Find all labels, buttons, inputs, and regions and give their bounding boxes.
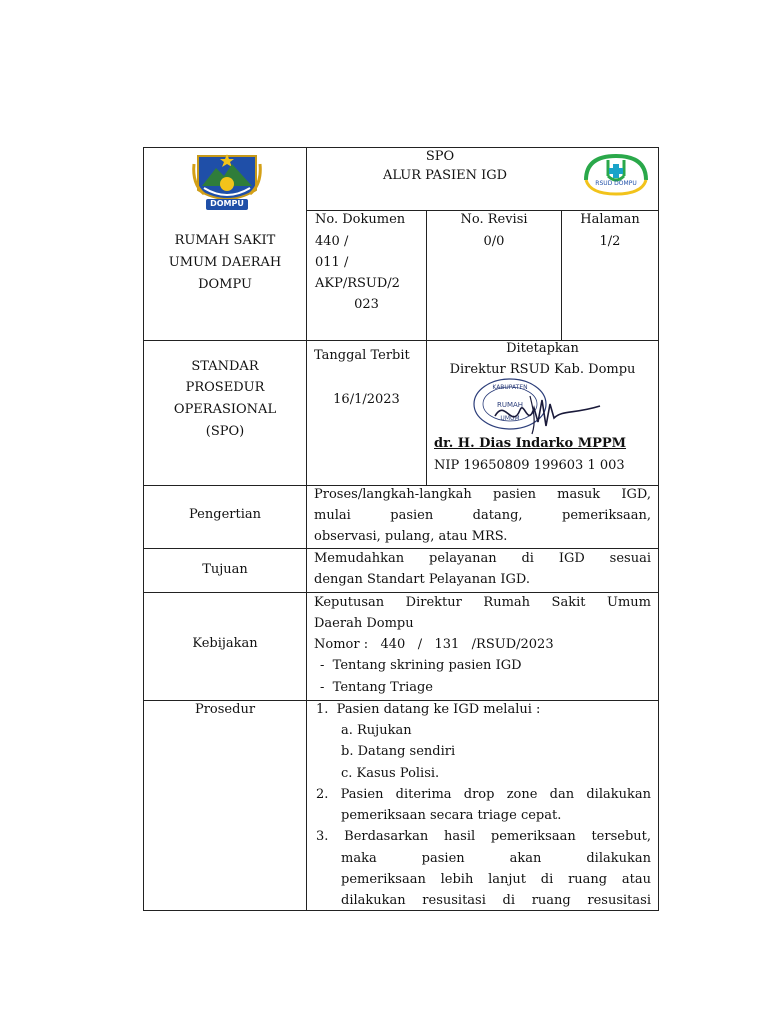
signature	[490, 388, 610, 438]
kebijakan-item: - Tentang Triage	[320, 680, 433, 695]
table-line	[306, 147, 307, 911]
hospital-name-line: DOMPU	[198, 277, 252, 292]
no-dokumen-value: 440 /	[315, 234, 349, 249]
pengertian-label: Pengertian	[189, 507, 261, 522]
halaman-value: 1/2	[599, 234, 621, 249]
no-dokumen-value: AKP/RSUD/2	[315, 276, 400, 291]
prosedur-substep: a. Rujukan	[341, 723, 412, 738]
spo-title-line: (SPO)	[205, 424, 245, 439]
tanggal-terbit-label: Tanggal Terbit	[314, 348, 410, 363]
tujuan-text: dengan Standart Pelayanan IGD.	[314, 572, 530, 587]
document-title: ALUR PASIEN IGD	[382, 168, 508, 183]
hospital-name-line: RUMAH SAKIT	[174, 233, 276, 248]
spo-header: SPO	[425, 149, 455, 164]
spo-title-line: STANDAR	[191, 359, 259, 374]
tujuan-label: Tujuan	[202, 562, 248, 577]
no-revisi-value: 0/0	[483, 234, 505, 249]
prosedur-substep: b. Datang sendiri	[341, 744, 456, 759]
no-dokumen-label: No. Dokumen	[315, 212, 406, 227]
kebijakan-text: Daerah Dompu	[314, 616, 414, 631]
svg-text:RUMAH: RUMAH	[496, 401, 524, 409]
kebijakan-item: - Tentang skrining pasien IGD	[320, 658, 522, 673]
no-dokumen-value: 023	[354, 297, 379, 312]
hospital-name-line: UMUM DAERAH	[168, 255, 282, 270]
prosedur-step: 1. Pasien datang ke IGD melalui :	[316, 702, 541, 717]
prosedur-step-cont: maka pasien akan dilakukan	[341, 851, 651, 866]
pengertian-text: mulai pasien datang, pemeriksaan,	[314, 508, 651, 523]
tanggal-terbit-value: 16/1/2023	[333, 392, 400, 407]
region-logo-label: DOMPU	[210, 199, 244, 208]
signer-name: dr. H. Dias Indarko MPPM	[434, 436, 627, 451]
prosedur-step: 2. Pasien diterima drop zone dan dilakukan	[316, 787, 651, 802]
pengertian-text: observasi, pulang, atau MRS.	[314, 529, 508, 544]
kebijakan-text: Keputusan Direktur Rumah Sakit Umum	[314, 595, 651, 610]
prosedur-step-cont: pemeriksaan secara triage cepat.	[341, 808, 562, 823]
svg-text:UMUM: UMUM	[500, 415, 520, 422]
table-border-right	[658, 147, 659, 911]
rsud-logo-label: RSUD DOMPU	[595, 180, 637, 187]
pengertian-text: Proses/langkah-langkah pasien masuk IGD,	[314, 487, 651, 502]
prosedur-step-cont: pemeriksaan lebih lanjut di ruang atau	[341, 872, 651, 887]
prosedur-step-cont: dilakukan resusitasi di ruang resusitasi	[341, 893, 651, 908]
prosedur-step: 3. Berdasarkan hasil pemeriksaan tersebut,	[316, 829, 651, 844]
prosedur-substep: c. Kasus Polisi.	[341, 766, 440, 781]
halaman-label: Halaman	[580, 212, 640, 227]
no-revisi-label: No. Revisi	[460, 212, 528, 227]
tujuan-text: Memudahkan pelayanan di IGD sesuai	[314, 551, 651, 566]
prosedur-label: Prosedur	[194, 702, 256, 717]
no-dokumen-value: 011 /	[315, 255, 349, 270]
spo-title-line: PROSEDUR	[185, 380, 265, 395]
direktur-label: Direktur RSUD Kab. Dompu	[449, 362, 636, 377]
spo-title-line: OPERASIONAL	[173, 402, 277, 417]
rsud-dompu-logo	[576, 150, 656, 200]
ditetapkan-label: Ditetapkan	[506, 341, 579, 356]
svg-text:KABUPATEN: KABUPATEN	[492, 384, 528, 391]
signer-nip: NIP 19650809 199603 1 003	[434, 458, 625, 473]
kebijakan-nomor: Nomor : 440 / 131 /RSUD/2023	[314, 637, 554, 652]
kebijakan-label: Kebijakan	[192, 636, 258, 651]
